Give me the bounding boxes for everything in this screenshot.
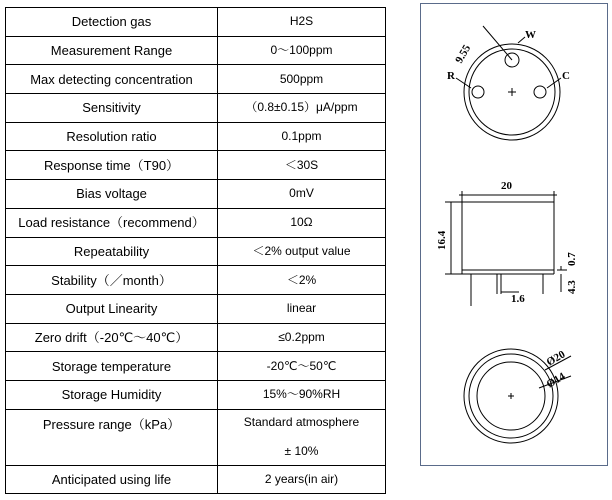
row-label: Output Linearity <box>6 294 218 323</box>
row-value: 0～100ppm <box>218 36 386 65</box>
row-value: 10Ω <box>218 208 386 237</box>
table-row <box>6 465 386 494</box>
row-value <box>218 409 386 465</box>
row-label: Max detecting concentration <box>6 65 218 94</box>
table-row <box>6 122 386 151</box>
row-label: Measurement Range <box>6 36 218 65</box>
row-label: Bias voltage <box>6 180 218 209</box>
row-label: Anticipated using life <box>6 465 218 494</box>
row-value: （0.8±0.15）μA/ppm <box>218 94 386 123</box>
leader-w <box>518 37 525 43</box>
row-value: ≤0.2ppm <box>218 323 386 352</box>
dim-164-label: 16.4 <box>436 230 448 250</box>
row-value: -20℃～50℃ <box>218 352 386 381</box>
row-value: 2 years(in air) <box>218 465 386 494</box>
table-row <box>6 237 386 266</box>
row-label: Pressure range（kPa） <box>6 409 218 465</box>
row-label: Stability（／month） <box>6 266 218 295</box>
row-label: Load resistance（recommend） <box>6 208 218 237</box>
row-value: 15%～90%RH <box>218 380 386 409</box>
dim-43-label: 4.3 <box>566 280 578 294</box>
spec-table <box>5 7 386 494</box>
table-row <box>6 8 386 37</box>
row-label: Repeatability <box>6 237 218 266</box>
table-row <box>6 409 386 465</box>
pressure-value-line1: Standard atmosphere <box>243 415 360 430</box>
pin-w-label: W <box>525 29 536 41</box>
row-value: ＜2% output value <box>218 237 386 266</box>
pin-r-label: R <box>447 70 455 82</box>
table-row <box>6 180 386 209</box>
dim-07-label: 0.7 <box>566 252 578 266</box>
pin-c-hole <box>534 86 546 98</box>
row-label: Response time（T90） <box>6 151 218 180</box>
table-row <box>6 208 386 237</box>
table-row <box>6 352 386 381</box>
row-value: linear <box>218 294 386 323</box>
row-label: Detection gas <box>6 8 218 37</box>
side-view <box>445 191 567 306</box>
table-row <box>6 151 386 180</box>
leader-r <box>456 78 471 88</box>
pin-c-label: C <box>562 70 570 82</box>
row-value: 0.1ppm <box>218 122 386 151</box>
row-value: H2S <box>218 8 386 37</box>
row-value: ＜2% <box>218 266 386 295</box>
table-row <box>6 94 386 123</box>
dim-955-label: 9.55 <box>453 42 474 66</box>
pressure-value-line2: ± 10% <box>284 444 319 459</box>
row-label: Resolution ratio <box>6 122 218 151</box>
dia20-label: Ø20 <box>544 348 568 369</box>
table-row <box>6 36 386 65</box>
top-view <box>456 26 561 140</box>
row-label: Sensitivity <box>6 94 218 123</box>
dimension-drawing-panel <box>420 3 608 466</box>
pin-r-hole <box>472 86 484 98</box>
table-row <box>6 266 386 295</box>
dim-16-label: 1.6 <box>511 293 525 305</box>
table-row <box>6 294 386 323</box>
row-label: Zero drift（-20℃～40℃） <box>6 323 218 352</box>
row-label: Storage temperature <box>6 352 218 381</box>
sensor-body <box>462 202 554 270</box>
row-value: ＜30S <box>218 151 386 180</box>
row-value: 500ppm <box>218 65 386 94</box>
row-value: 0mV <box>218 180 386 209</box>
table-row <box>6 323 386 352</box>
dim-20-label: 20 <box>501 180 512 192</box>
dia14-label: Ø14 <box>544 370 568 391</box>
sensor-dimension-drawing <box>421 4 609 467</box>
row-label: Storage Humidity <box>6 380 218 409</box>
dim-line-955 <box>483 26 512 60</box>
table-row <box>6 65 386 94</box>
table-row <box>6 380 386 409</box>
